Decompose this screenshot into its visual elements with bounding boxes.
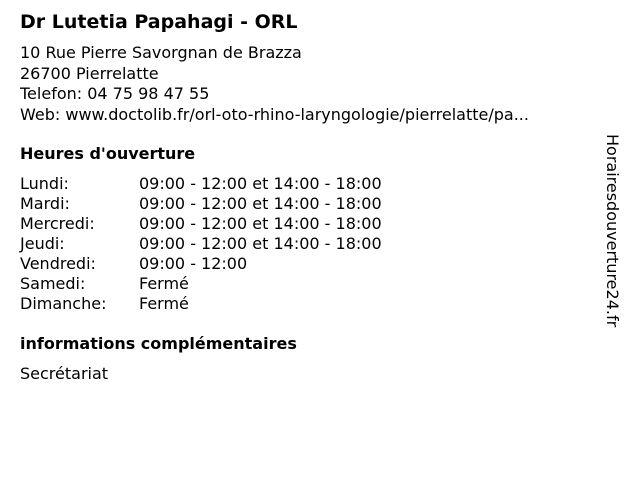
time-value: 09:00 - 12:00 et 14:00 - 18:00 [139, 234, 382, 253]
phone-number: Telefon: 04 75 98 47 55 [20, 84, 210, 103]
time-value: 09:00 - 12:00 et 14:00 - 18:00 [139, 194, 382, 213]
contact-block [20, 43, 600, 125]
day-label: Samedi: [20, 274, 86, 293]
hours-row-monday [20, 174, 382, 194]
hours-row-wednesday [20, 214, 382, 234]
hours-row-friday [20, 254, 382, 274]
hours-row-saturday [20, 274, 382, 294]
street-address: 10 Rue Pierre Savorgnan de Brazza [20, 43, 302, 62]
time-value: Fermé [139, 274, 189, 293]
day-label: Lundi: [20, 174, 69, 193]
opening-hours-list [20, 174, 382, 314]
day-label: Dimanche: [20, 294, 107, 313]
time-value: 09:00 - 12:00 et 14:00 - 18:00 [139, 174, 382, 193]
day-label: Jeudi: [20, 234, 65, 253]
time-value: Fermé [139, 294, 189, 313]
time-value: 09:00 - 12:00 [139, 254, 248, 273]
postal-city: 26700 Pierrelatte [20, 63, 159, 83]
opening-hours-heading: Heures d'ouverture [20, 144, 196, 163]
additional-info-heading: informations complémentaires [20, 334, 297, 353]
time-value: 09:00 - 12:00 et 14:00 - 18:00 [139, 214, 382, 233]
hours-row-tuesday [20, 194, 382, 214]
additional-info-text: Secrétariat [20, 364, 109, 383]
day-label: Vendredi: [20, 254, 96, 273]
hours-row-thursday [20, 234, 382, 254]
website-link[interactable]: Web: www.doctolib.fr/orl-oto-rhino-laryngologie/pierrelatte/pa... [20, 104, 529, 124]
hours-row-sunday [20, 294, 382, 314]
site-watermark: Horairesdouverture24.fr [603, 134, 622, 328]
doctor-name-title: Dr Lutetia Papahagi - ORL [20, 11, 298, 33]
day-label: Mercredi: [20, 214, 95, 233]
day-label: Mardi: [20, 194, 70, 213]
